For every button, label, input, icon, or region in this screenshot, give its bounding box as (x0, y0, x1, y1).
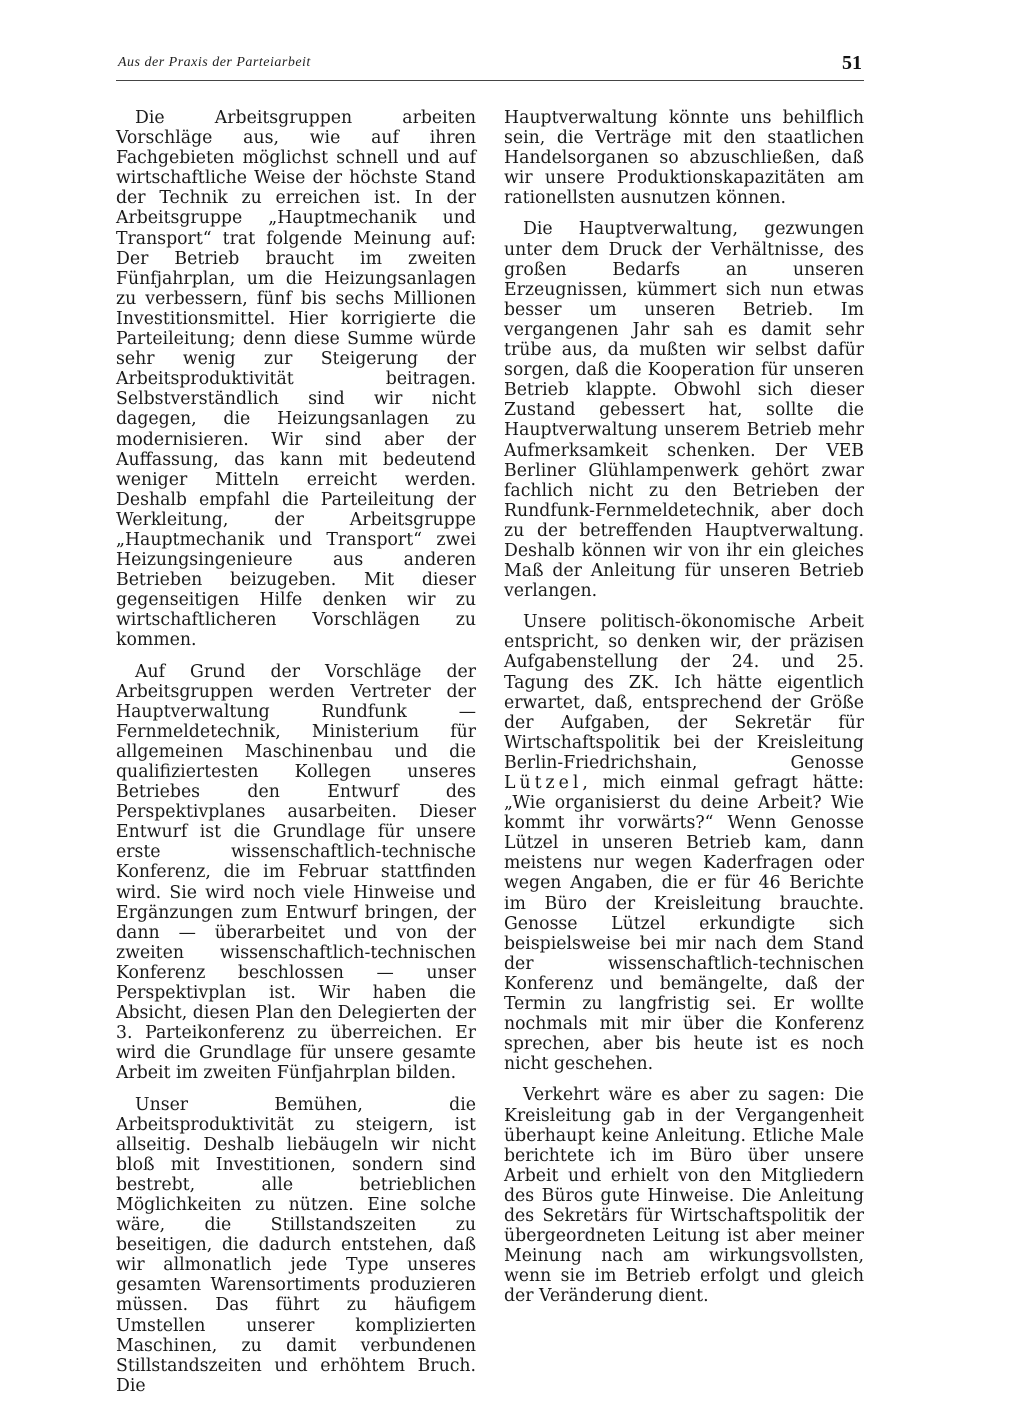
paragraph: Die Arbeitsgruppen arbeiten Vorschläge aus, wie auf ihren Fachgebieten möglichst schnell und auf wirtschaftliche Weise der höchste Stand der Technik zu erreichen ist. In der Arbeitsgruppe „Hauptmechanik und Transport“ trat folgende Meinung auf: Der Betrieb braucht im zweiten Fünfjahrplan, um die Heizungsanlagen zu verbessern, fünf bis sechs Millionen Investitionsmittel. Hier korrigierte die Parteileitung; denn diese Summe würde sehr wenig zur Steigerung der Arbeitsproduktivität beitragen. Selbstverständlich sind wir nicht dagegen, die Heizungsanlagen zu modernisieren. Wir sind aber der Auffassung, das kann mit bedeutend weniger Mitteln erreicht werden. Deshalb empfahl die Parteileitung der Werkleitung, der Arbeitsgruppe „Hauptmechanik und Transport“ zwei Heizungsingenieure aus anderen Betrieben beizugeben. Mit dieser gegenseitigen Hilfe denken wir zu wirtschaftlicheren Vorschlägen zu kommen. (116, 108, 476, 651)
paragraph: Auf Grund der Vorschläge der Arbeitsgruppen werden Vertreter der Hauptverwaltung Rundfunk — Fernmeldetechnik, Ministerium für allgemeinen Maschinenbau und die qualifiziertesten Kollegen unseres Betriebes den Entwurf des Perspektivplanes ausarbeiten. Dieser Entwurf ist die Grundlage für unsere erste wissenschaftlich-technische Konferenz, die im Februar stattfinden wird. Sie wird noch viele Hinweise und Ergänzungen zum Entwurf bringen, der dann — überarbeitet und von der zweiten wissenschaftlich-technischen Konferenz beschlossen — unser Perspektivplan ist. Wir haben die Absicht, diesen Plan den Delegierten der 3. Parteikonferenz zu überreichen. Er wird die Grundlage für unsere gesamte Arbeit im zweiten Fünfjahrplan bilden. (116, 661, 476, 1084)
text-run: , mich einmal gefragt hätte: „Wie organisierst du deine Arbeit? Wie kommt ihr vorwärts?“ Wenn Genosse Lützel in unseren Betrieb kam, dann meistens nur wegen Kaderfragen oder wegen Angaben, die er für 46 Berichte im Büro der Kreisleitung brauchte. Genosse Lützel erkundigte sich beispielsweise bei mir nach dem Stand der wissenschaftlich-technischen Konferenz und bemängelte, daß der Termin zu langfristig sei. Er wollte nochmals mit mir über die Konferenz sprechen, aber bis heute ist es noch nicht geschehen. (504, 773, 864, 1075)
page-number: 51 (842, 52, 862, 74)
paragraph: Verkehrt wäre es aber zu sagen: Die Kreisleitung gab in der Vergangenheit überhaupt keine Anleitung. Etliche Male berichtete ich im Büro über unsere Arbeit und erhielt von den Mitgliedern des Büros gute Hinweise. Die Anleitung des Sekretärs für Wirtschaftspolitik der übergeordneten Leitung ist aber meiner Meinung nach am wirkungsvollsten, wenn sie im Betrieb erfolgt und gleich der Veränderung dient. (504, 1085, 864, 1307)
text-run: Unsere politisch-ökonomische Arbeit entspricht, so denken wir, der präzisen Aufgabenstellung der 24. und 25. Tagung des ZK. Ich hätte eigentlich erwartet, daß, entsprechend der Größe der Aufgaben, der Sekretär für Wirtschaftspolitik bei der Kreisleitung Berlin-Friedrichshain, Genosse (504, 612, 864, 773)
paragraph: Unser Bemühen, die Arbeitsproduktivität zu steigern, ist allseitig. Deshalb liebäugeln wir nicht bloß mit Investitionen, sondern sind bestrebt, alle betrieblichen Möglichkeiten zu nützen. Eine solche wäre, die Stillstandszeiten zu beseitigen, die dadurch entstehen, daß wir allmonatlich jede Type unseres gesamten Warensortiments produzieren müssen. Das führt zu häufigem Umstellen unserer komplizierten Maschinen, zu damit verbundenen Stillstandszeiten und erhöhtem Bruch. Die (116, 1094, 476, 1396)
person-name: Lützel (504, 773, 583, 793)
running-head: Aus der Praxis der Parteiarbeit (118, 55, 311, 70)
left-column (116, 108, 476, 1407)
paragraph: Hauptverwaltung könnte uns behilflich sein, die Verträge mit den staatlichen Handelsorganen so abzuschließen, daß wir unsere Produktionskapazitäten am rationellsten ausnutzen können. (504, 108, 864, 209)
paragraph: Die Hauptverwaltung, gezwungen unter dem Druck der Verhältnisse, des großen Bedarfs an unseren Erzeugnissen, kümmert sich nun etwas besser um unseren Betrieb. Im vergangenen Jahr sah es damit sehr trübe aus, da mußten wir selbst dafür sorgen, daß die Kooperation für unseren Betrieb klappte. Obwohl sich dieser Zustand gebessert hat, sollte die Hauptverwaltung unserem Betrieb mehr Aufmerksamkeit schenken. Der VEB Berliner Glühlampenwerk gehört zwar fachlich nicht zu den Betrieben der Rundfunk-Fernmeldetechnik, aber doch zu der betreffenden Hauptverwaltung. Deshalb können wir von ihr ein gleiches Maß der Anleitung für unseren Betrieb verlangen. (504, 219, 864, 602)
paragraph (504, 612, 864, 1074)
header-rule (116, 80, 864, 81)
right-column (504, 108, 864, 1317)
